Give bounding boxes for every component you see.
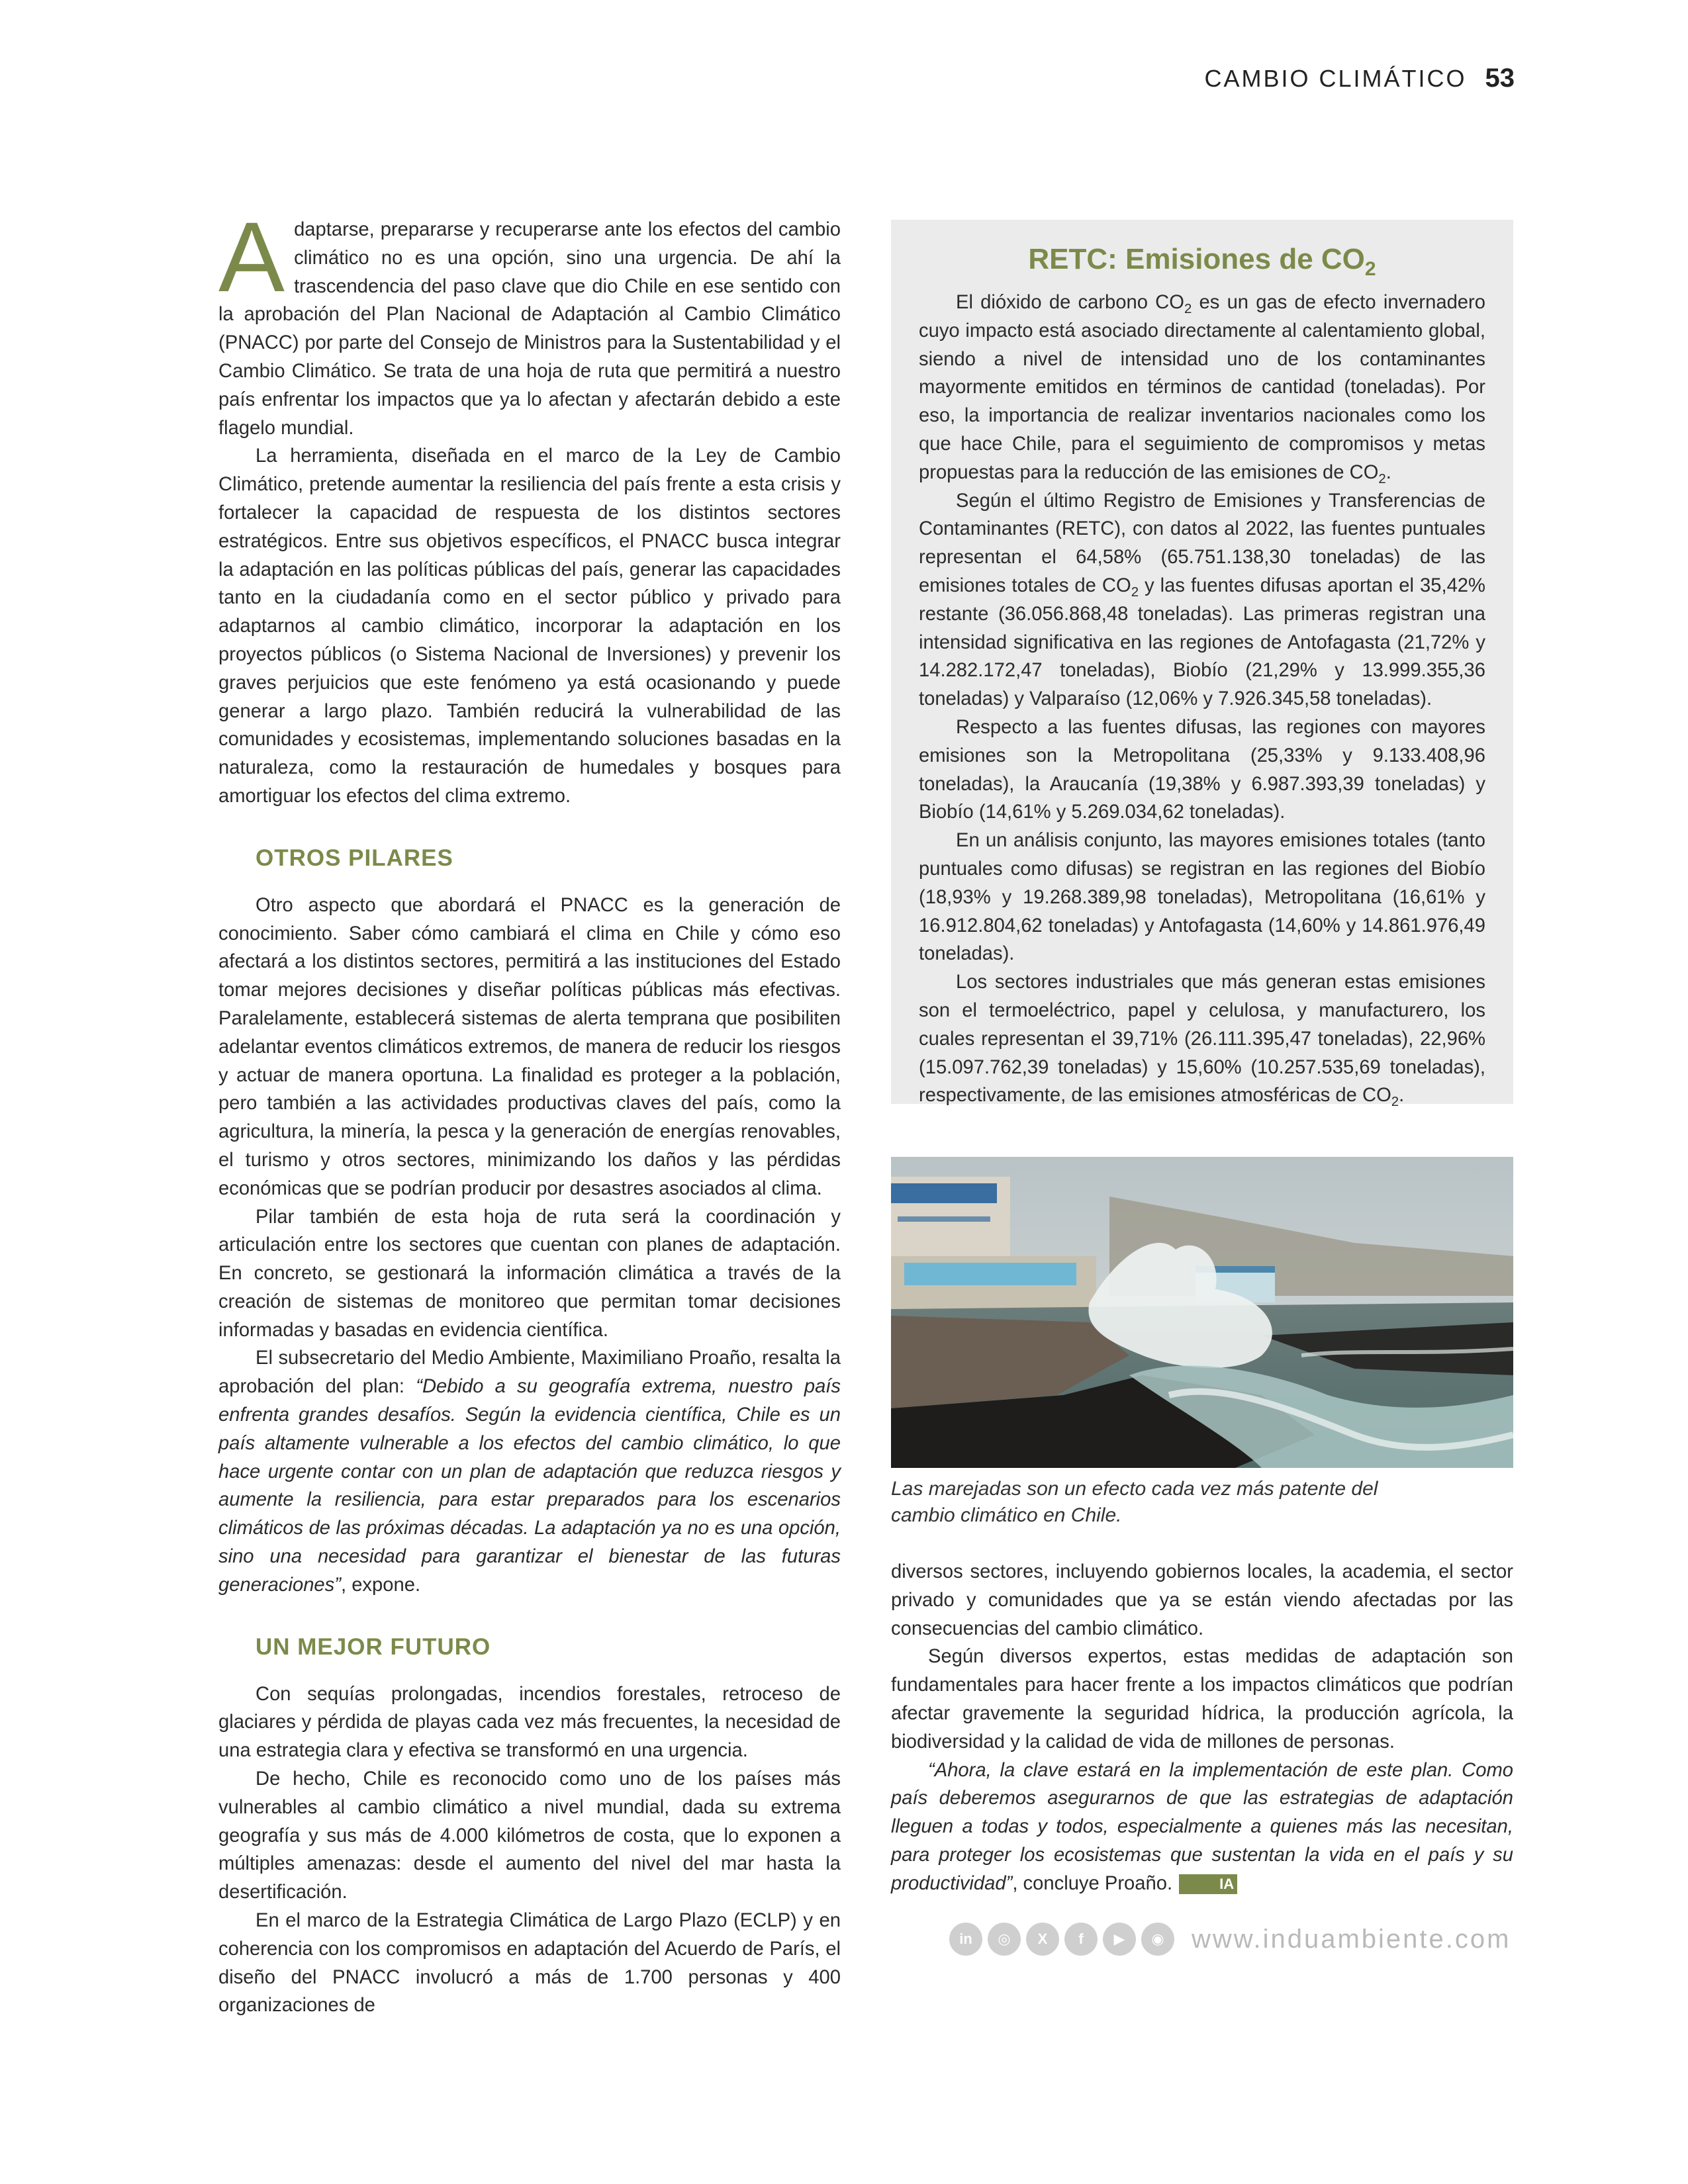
quote: “Ahora, la clave estará en la implementación de este plan. Como país deberemos asegurarnos de que las estrategias de adaptación lleguen a todas y todos, especialmente a quienes más las necesitan, para proteger los ecosistemas que sustentan la vida en el país y su productividad” <box>891 1759 1513 1894</box>
article-right-column <box>891 1558 1513 1898</box>
paragraph: Otro aspecto que abordará el PNACC es la generación de conocimiento. Saber cómo cambiará el clima en Chile y cómo eso afectará a los distintos sectores, permitirá a las instituciones del Estado tomar mejores decisiones y diseñar políticas públicas más efectivas. Paralelamente, establecerá sistemas de alerta temprana que posibiliten adelantar eventos climáticos extremos, de manera de reducir los riesgos y actuar de manera oportuna. La finalidad es proteger a la población, pero también a las actividades productivas claves del país, como la agricultura, la minería, la pesca y la generación de energías renovables, el turismo y otros sectores, minimizando los daños y las pérdidas económicas que se podrían producir por desastres asociados al clima. <box>218 894 841 1199</box>
instagram-icon[interactable]: ◎ <box>988 1923 1021 1956</box>
youtube-icon[interactable]: ▶ <box>1103 1923 1136 1956</box>
quote-paragraph: El subsecretario del Medio Ambiente, Maximiliano Proaño, resalta la aprobación del plan: “Debido a su geografía extrema, nuestro país enfrenta grandes desafíos. Según la evidencia científica, Chile es un país altamente vulnerable a los efectos del cambio climático, lo que hace urgente contar con un plan de adaptación que reduzca riesgos y aumente la resiliencia, para estar preparados para los escenarios climáticos de las próximas décadas. La adaptación ya no es una opción, sino una necesidad para garantizar el bienestar de las futuras generaciones”, expone. <box>218 1347 841 1596</box>
box-paragraph: Respecto a las fuentes difusas, las regiones con mayores emisiones son la Metropolitana (25,33% y 9.133.408,96 toneladas), la Araucanía (19,38% y 6.987.393,39 toneladas) y Biobío (14,61% y 5.269.034,62 toneladas). <box>919 716 1485 823</box>
section-title: CAMBIO CLIMÁTICO <box>1204 65 1467 92</box>
footer <box>949 1919 1511 1959</box>
website-link[interactable]: www.induambiente.com <box>1192 1924 1511 1954</box>
facebook-icon[interactable]: f <box>1064 1923 1098 1956</box>
quote-paragraph: “Ahora, la clave estará en la implementación de este plan. Como país deberemos asegurarnos de que las estrategias de adaptación lleguen a todas y todos, especialmente a quienes más las necesitan, para proteger los ecosistemas que sustentan la vida en el país y su productividad”, concluye Proaño. IA <box>891 1759 1513 1894</box>
linkedin-icon[interactable]: in <box>949 1923 982 1956</box>
section-heading-un-mejor-futuro: UN MEJOR FUTURO <box>256 1633 491 1660</box>
box-paragraph: Según el último Registro de Emisiones y Transferencias de Contaminantes (RETC), con datos al 2022, las fuentes puntuales representan el 64,58% (65.751.138,30 toneladas) de las emisiones totales de $CO_2$ y las fuentes difusas aportan el 35,42% restante (36.056.868,48 toneladas). Las primeras registran una intensidad significativa en las regiones de Antofagasta (21,72% y 14.282.172,47 toneladas), Biobío (21,29% y 13.999.355,36 toneladas) y Valparaíso (12,06% y 7.926.345,58 toneladas). <box>919 490 1485 710</box>
quote: “Debido a su geografía extrema, nuestro país enfrenta grandes desafíos. Según la evidencia científica, Chile es un país altamente vulnerable a los efectos del cambio climático, lo que hace urgente contar con un plan de adaptación que reduzca riesgos y aumente la resiliencia, para estar preparados para los escenarios climáticos de las próximas décadas. La adaptación ya no es una opción, sino una necesidad para garantizar el bienestar de las futuras generaciones” <box>218 1376 841 1596</box>
box-paragraph: En un análisis conjunto, las mayores emisiones totales (tanto puntuales como difusas) se registran en las regiones del Biobío (18,93% y 19.268.389,98 toneladas), Metropolitana (16,61% y 16.912.804,62 toneladas) y Antofagasta (14,60% y 14.861.976,49 toneladas). <box>919 830 1485 965</box>
paragraph: diversos sectores, incluyendo gobiernos locales, la academia, el sector privado y comunidades que ya se están viendo afectadas por las consecuencias del cambio climático. <box>891 1561 1513 1639</box>
article-left-column <box>218 201 841 2020</box>
paragraph: Pilar también de esta hoja de ruta será la coordinación y articulación entre los sectores que cuentan con planes de adaptación. En concreto, se gestionará la información climática a través de la creación de sistemas de monitoreo que permitan tomar decisiones informadas y basadas en evidencia científica. <box>218 1206 841 1341</box>
page-number: 53 <box>1485 64 1515 93</box>
box-title: RETC: Emisiones de $CO_2$ <box>1028 243 1376 280</box>
x-twitter-icon[interactable]: X <box>1026 1923 1059 1956</box>
drop-cap: A <box>218 201 285 312</box>
box-paragraph: El dióxido de carbono $CO_2$ es un gas de efecto invernadero cuyo impacto está asociado directamente al calentamiento global, siendo a nivel de intensidad uno de los contaminantes mayormente emitidos en términos de cantidad (toneladas). Por eso, la importancia de realizar inventarios nacionales como los que hace Chile, para el seguimiento de compromisos y metas propuestas para la reducción de las emisiones de $CO_2$. <box>919 292 1485 486</box>
paragraph: En el marco de la Estrategia Climática de Largo Plazo (ECLP) y en coherencia con los compromisos en adaptación del Acuerdo de París, el diseño del PNACC involucró a más de 1.700 personas y 400 organizaciones de <box>218 1910 841 2017</box>
end-mark-logo: IA <box>1179 1874 1237 1894</box>
paragraph: La herramienta, diseñada en el marco de la Ley de Cambio Climático, pretende aumentar la resiliencia del país frente a esta crisis y fortalecer la capacidad de respuesta de los distintos sectores estratégicos. Entre sus objetivos específicos, el PNACC busca integrar la adaptación en las políticas públicas del país, generar las capacidades tanto en la ciudadanía como en el sector público y privado para adaptarnos al cambio climático, incorporar la adaptación en los proyectos públicos (o Sistema Nacional de Inversiones) y prevenir los graves perjuicios que este fenómeno ya está ocasionando y puede generar a largo plazo. También reducirá la vulnerabilidad de las comunidades y ecosistemas, implementando soluciones basadas en la naturaleza, como la restauración de humedales y bosques para amortiguar los efectos del clima extremo. <box>218 445 841 807</box>
paragraph: Con sequías prolongadas, incendios forestales, retroceso de glaciares y pérdida de playas cada vez más frecuentes, la necesidad de una estrategia clara y efectiva se transformó en una urgencia. <box>218 1683 841 1762</box>
page-header <box>1204 64 1515 93</box>
intro-paragraph: Adaptarse, prepararse y recuperarse ante los efectos del cambio climático no es una opción, sino una urgencia. De ahí la trascendencia del paso clave que dio Chile en ese sentido con la aprobación del Plan Nacional de Adaptación al Cambio Climático (PNACC) por parte del Consejo de Ministros para la Sustentabilidad y el Cambio Climático. Se trata de una hoja de ruta que permitirá a nuestro país enfrentar los impactos que ya lo afectan y afectarán debido a este flagelo mundial. <box>218 201 841 439</box>
paragraph: Según diversos expertos, estas medidas de adaptación son fundamentales para hacer frente a los impactos climáticos que podrían afectar gravemente la seguridad hídrica, la producción agrícola, la biodiversidad y la calidad de vida de millones de personas. <box>891 1646 1513 1752</box>
retc-sidebar-box <box>891 220 1513 1110</box>
paragraph: De hecho, Chile es reconocido como uno de los países más vulnerables al cambio climático a nivel mundial, dada su extrema geografía y sus más de 4.000 kilómetros de costa, que lo exponen a múltiples amenazas: desde el aumento del nivel del mar hasta la desertificación. <box>218 1768 841 1903</box>
other-social-icon[interactable]: ◉ <box>1141 1923 1174 1956</box>
section-heading-otros-pilares: OTROS PILARES <box>256 844 453 871</box>
photo-caption: Las marejadas son un efecto cada vez más patente del cambio climático en Chile. <box>891 1478 1378 1526</box>
coastal-waves-photo <box>891 1157 1513 1468</box>
box-paragraph: Los sectores industriales que más generan estas emisiones son el termoeléctrico, papel y celulosa, y manufacturero, los cuales representan el 39,71% (26.111.395,47 toneladas), 22,96% (15.097.762,39 toneladas) y 15,60% (10.257.535,69 toneladas), respectivamente, de las emisiones atmosféricas de $CO_2$. <box>919 972 1485 1110</box>
